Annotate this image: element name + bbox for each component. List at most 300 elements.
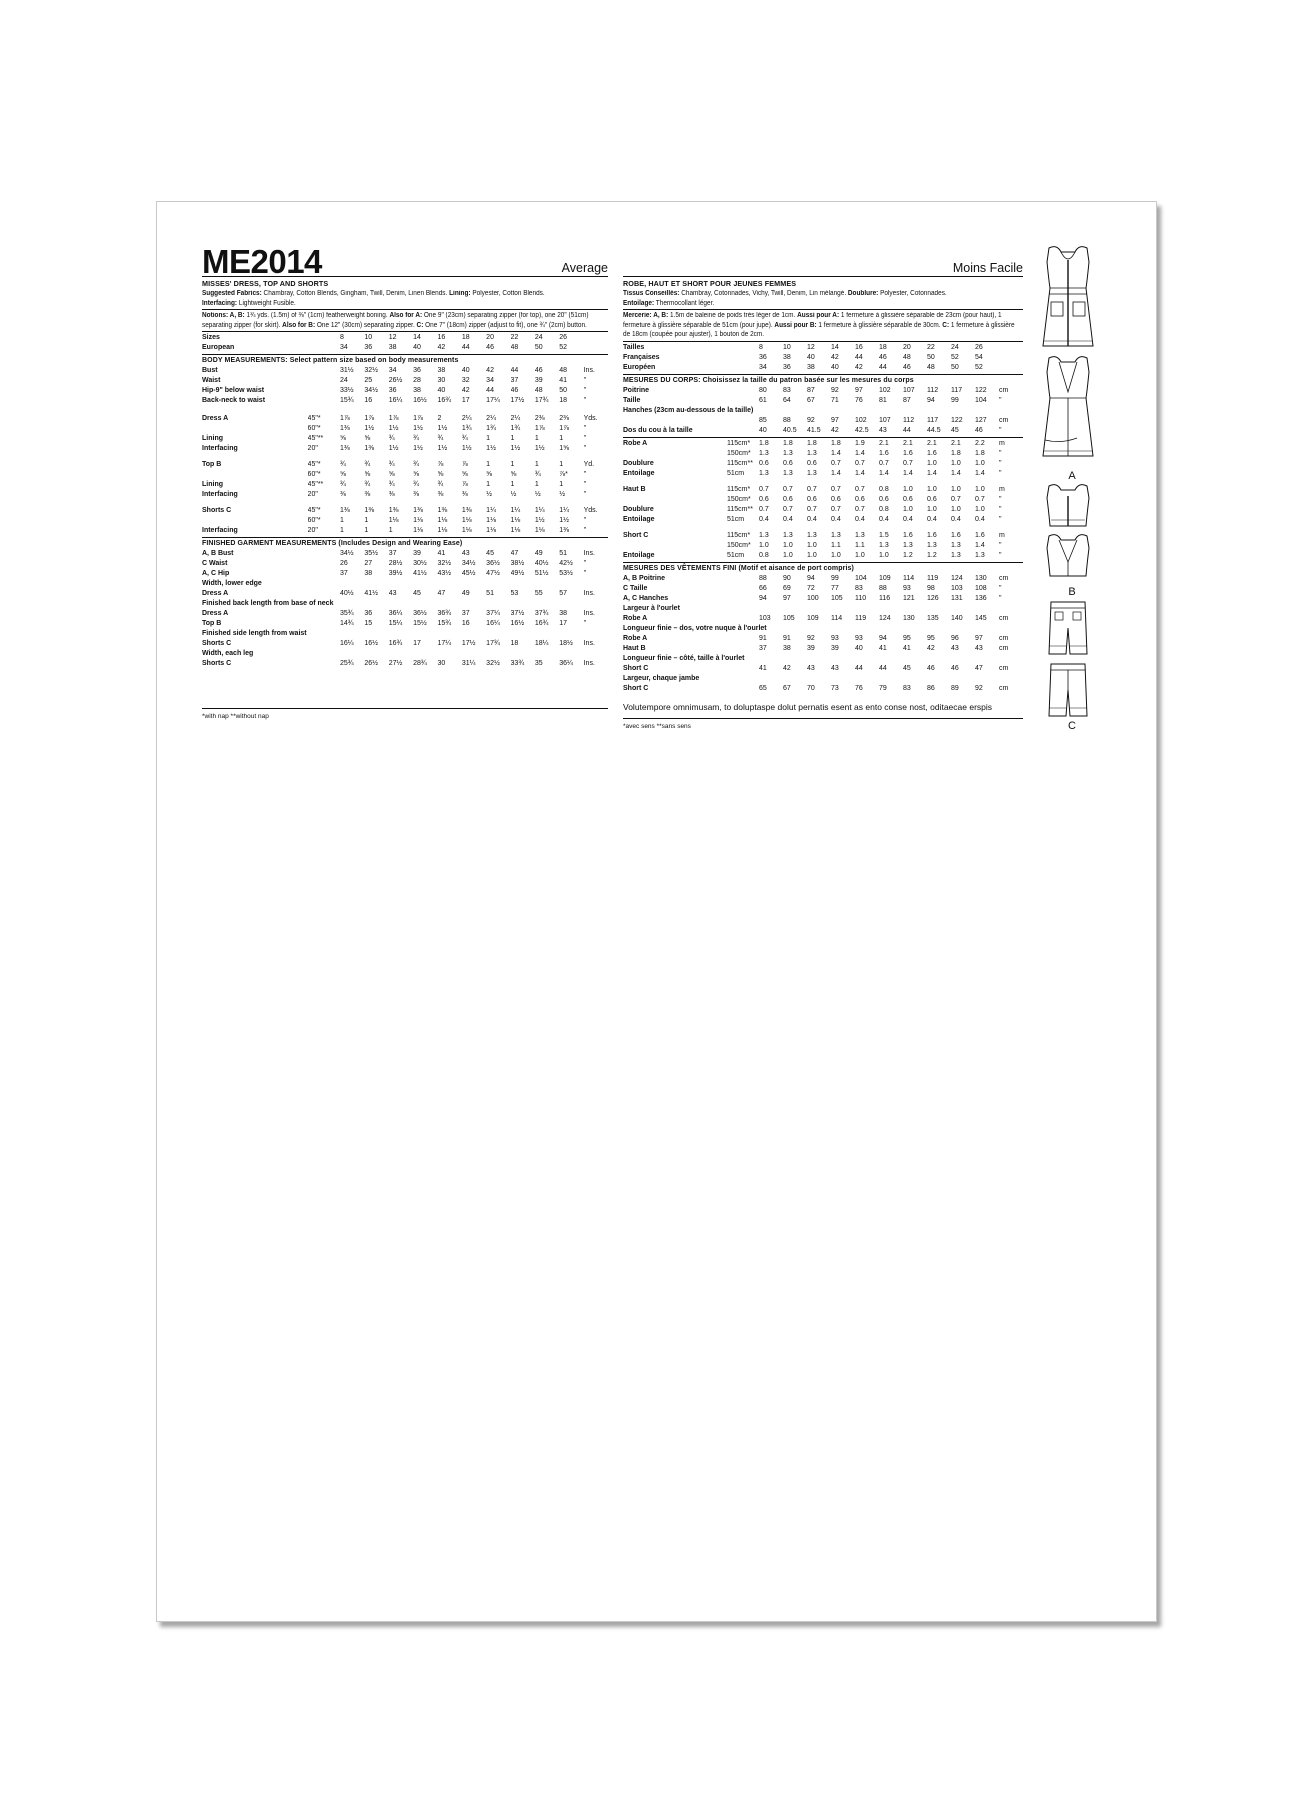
table-cell: 99 <box>951 396 959 404</box>
table-cell <box>727 343 759 353</box>
row-label: Back-neck to waist <box>202 397 266 404</box>
table-cell: 36¾ <box>437 610 452 617</box>
table-cell: 1.0 <box>783 541 793 549</box>
table-cell <box>308 396 340 406</box>
table-cell: 0.4 <box>879 515 889 523</box>
table-cell: ⅝ <box>340 471 346 478</box>
table-cell: 33¾ <box>510 660 525 667</box>
table-cell: 95 <box>927 634 935 642</box>
table-cell: 0.7 <box>783 485 793 493</box>
table-cell <box>727 584 759 594</box>
table-cell: 39 <box>534 377 543 384</box>
table-cell: 36½ <box>486 560 500 567</box>
table-cell: 53½ <box>559 570 573 577</box>
table-cell: 107 <box>879 416 891 424</box>
table-cell: 45"** <box>307 481 324 488</box>
table-row <box>623 674 1023 684</box>
table-cell: 51 <box>486 590 494 597</box>
table-cell: 1.3 <box>807 531 817 539</box>
table-cell: 38 <box>783 353 791 361</box>
table-cell: 83 <box>903 684 911 692</box>
table-cell: 0.4 <box>855 515 865 523</box>
table-cell: " <box>583 491 587 498</box>
table-cell: 1.6 <box>927 449 937 457</box>
table-cell: 1.0 <box>903 505 913 513</box>
table-cell: Yds. <box>583 507 598 514</box>
table-cell: 0.8 <box>879 485 889 493</box>
body-measurements-table <box>202 366 608 406</box>
table-cell: 1⅛ <box>413 527 423 534</box>
table-cell <box>727 644 759 654</box>
table-row <box>623 416 1023 426</box>
table-cell <box>727 574 759 584</box>
table-cell: " <box>583 377 587 384</box>
table-cell: 1⅜ <box>437 507 448 514</box>
row-label: Interfacing <box>202 445 238 452</box>
table-cell: 1.0 <box>927 485 937 493</box>
table-cell: 0.6 <box>879 495 889 503</box>
table-cell: 1.0 <box>975 505 985 513</box>
table-cell: Ins. <box>583 367 595 374</box>
table-cell: 48 <box>927 363 935 371</box>
table-cell: 52 <box>559 344 568 351</box>
table-cell: ⅝ <box>437 471 444 478</box>
table-cell: ¾ <box>437 435 444 442</box>
table-cell: 1⅜ <box>413 507 423 514</box>
table-cell: 1.8 <box>951 449 961 457</box>
table-cell: ¾ <box>388 435 395 442</box>
table-cell: 40 <box>855 644 863 652</box>
table-cell: 1.6 <box>975 531 985 539</box>
table-cell: 18 <box>879 343 887 351</box>
table-cell: 1.0 <box>783 551 793 559</box>
table-cell: 124 <box>879 614 891 622</box>
table-cell: 64 <box>783 396 791 404</box>
table-cell: 24 <box>534 334 543 341</box>
table-cell: 35¾ <box>340 610 354 617</box>
table-cell: 2⅜ <box>534 415 545 422</box>
table-cell: 109 <box>807 614 819 622</box>
table-cell <box>308 376 340 386</box>
table-cell <box>584 343 608 353</box>
table-cell: 1.0 <box>831 551 841 559</box>
suggested-fabrics: Suggested Fabrics: Chambray, Cotton Blends, Gingham, Twill, Denim, Linen Blends. Lining: Polyester, Cotton Blends. Interfacing: Lightweight Fusible. <box>202 290 545 307</box>
table-cell: 46 <box>510 387 519 394</box>
table-cell: 1.3 <box>783 469 793 477</box>
row-label: A, C Hanches <box>623 594 669 602</box>
table-cell: 81 <box>879 396 887 404</box>
table-cell: 45 <box>951 426 959 434</box>
table-cell: 1.8 <box>783 439 793 447</box>
table-cell: 16 <box>461 620 470 627</box>
table-cell: 46 <box>903 363 911 371</box>
table-cell: 1½ <box>364 425 375 432</box>
table-cell <box>727 684 759 694</box>
dress-a-front-illustration <box>1037 242 1099 352</box>
table-row <box>623 614 1023 624</box>
table-cell: 0.4 <box>951 515 961 523</box>
table-row <box>202 609 608 619</box>
table-cell: 1.3 <box>831 531 841 539</box>
table-cell: ⅜ <box>437 491 444 498</box>
table-cell: 0.6 <box>903 495 913 503</box>
table-cell: 26½ <box>364 660 378 667</box>
table-cell: 14¾ <box>340 620 354 627</box>
pattern-sheet <box>156 201 1157 1622</box>
table-cell: 57 <box>559 590 568 597</box>
table-cell: 1¼ <box>559 507 569 514</box>
row-label: Dress A <box>202 610 229 617</box>
table-cell: 94 <box>807 574 815 582</box>
table-cell <box>727 594 759 604</box>
table-cell: 37 <box>510 377 519 384</box>
table-cell: 15¾ <box>437 620 452 627</box>
table-cell: ⅝ <box>486 471 493 478</box>
table-cell: m <box>999 531 1005 539</box>
table-cell: 37 <box>340 570 348 577</box>
row-label: Interfacing <box>202 527 238 534</box>
table-cell: 1¼ <box>510 507 521 514</box>
table-cell: 119 <box>927 574 939 582</box>
footnote: *with nap **without nap <box>202 713 269 720</box>
table-cell: 12 <box>807 343 815 351</box>
table-cell: 51cm <box>727 515 745 523</box>
table-cell <box>727 614 759 624</box>
table-cell: 43 <box>807 664 815 672</box>
table-cell: 126 <box>927 594 939 602</box>
table-row <box>623 551 1023 561</box>
table-cell: 1.3 <box>783 449 793 457</box>
table-cell: 44.5 <box>927 426 941 434</box>
table-cell: Ins. <box>583 550 595 557</box>
table-cell: 36 <box>364 344 373 351</box>
table-cell: 17¼ <box>437 640 452 647</box>
row-label: C Waist <box>202 560 228 567</box>
table-cell: 42 <box>783 664 791 672</box>
table-cell: 0.7 <box>855 485 865 493</box>
table-cell: 1⅛ <box>534 527 545 534</box>
table-cell: 38½ <box>510 560 525 567</box>
table-cell: m <box>999 439 1005 447</box>
table-cell: 1⅜ <box>388 507 399 514</box>
table-cell: 0.8 <box>759 551 769 559</box>
table-cell: 0.7 <box>903 459 913 467</box>
table-cell: 18 <box>510 640 519 647</box>
table-cell <box>308 549 340 559</box>
table-cell: 44 <box>486 387 494 394</box>
table-cell: 1⅛ <box>413 517 423 524</box>
table-cell <box>308 333 340 343</box>
table-cell: 25¾ <box>340 660 354 667</box>
table-cell: 37½ <box>510 610 525 617</box>
row-label: Européen <box>623 363 656 371</box>
table-cell: 37 <box>759 644 767 652</box>
table-cell: 1.5 <box>879 531 889 539</box>
table-cell <box>727 396 759 406</box>
table-cell: " <box>583 560 587 567</box>
table-cell: 43 <box>951 644 959 652</box>
table-cell: 1⅛ <box>461 517 472 524</box>
table-cell: 36½ <box>413 610 427 617</box>
table-cell: 26 <box>559 334 568 341</box>
table-cell: " <box>999 396 1002 404</box>
table-cell: 61 <box>759 396 767 404</box>
table-cell: ⅜ <box>388 491 395 498</box>
table-cell: 1.0 <box>807 551 817 559</box>
table-cell: 8 <box>340 334 344 341</box>
table-cell <box>308 639 340 649</box>
table-cell: 42 <box>437 344 446 351</box>
table-cell: 1.0 <box>975 459 985 467</box>
table-cell: " <box>583 527 587 534</box>
table-cell: 8 <box>759 343 763 351</box>
table-cell: 41½ <box>364 590 378 597</box>
table-cell: 1⅞ <box>534 425 545 432</box>
table-cell: 16¼ <box>388 397 403 404</box>
table-row <box>623 684 1023 694</box>
table-cell: ¾ <box>413 435 419 442</box>
row-label: Short C <box>623 684 649 692</box>
table-row <box>202 629 608 639</box>
table-cell: 1½ <box>413 425 423 432</box>
table-cell: 47 <box>510 550 519 557</box>
table-cell: 42 <box>461 387 470 394</box>
table-cell: 1.6 <box>927 531 937 539</box>
table-cell: 73 <box>831 684 839 692</box>
table-cell: 44 <box>461 344 470 351</box>
table-cell: ¾ <box>340 481 346 488</box>
table-cell: 2.2 <box>975 439 985 447</box>
mesures-finies-header: MESURES DES VÊTEMENTS FINI (Motif et aisance de port compris) <box>623 564 854 572</box>
table-cell: 94 <box>879 634 887 642</box>
table-cell: 36 <box>413 367 421 374</box>
table-cell: cm <box>999 644 1009 652</box>
table-cell: 41 <box>437 550 446 557</box>
table-cell: ½ <box>534 491 541 498</box>
table-cell: 1.9 <box>855 439 865 447</box>
table-cell: 17½ <box>461 640 476 647</box>
table-row <box>202 480 608 490</box>
table-cell: 1 <box>340 517 344 524</box>
table-row <box>202 579 608 589</box>
table-cell: 115cm** <box>727 459 753 467</box>
table-cell: 1.4 <box>903 469 913 477</box>
table-cell: 38 <box>364 570 373 577</box>
table-cell: 0.4 <box>807 515 817 523</box>
table-cell: " <box>583 517 587 524</box>
table-cell: 115cm* <box>727 531 751 539</box>
table-cell: 17½ <box>510 397 525 404</box>
table-cell: 1 <box>559 461 564 468</box>
table-cell: 46 <box>534 367 543 374</box>
table-cell: 15¾ <box>340 397 354 404</box>
row-subheading: Hanches (23cm au-dessous de la taille) <box>623 406 754 414</box>
table-cell: 34 <box>759 363 767 371</box>
table-row <box>202 526 608 536</box>
table-cell: 1.6 <box>903 531 913 539</box>
table-cell: 1½ <box>510 445 521 452</box>
table-cell: 1.6 <box>903 449 913 457</box>
table-cell: 122 <box>975 386 987 394</box>
table-cell: 17¾ <box>534 397 549 404</box>
table-cell: 117 <box>927 416 939 424</box>
table-cell: 1 <box>486 461 491 468</box>
row-label <box>202 424 308 434</box>
finished-measurements-header: FINISHED GARMENT MEASUREMENTS (Includes Design and Wearing Ease) <box>202 540 463 547</box>
table-cell: 12 <box>388 334 397 341</box>
english-column <box>202 242 608 720</box>
table-cell: ⅝ <box>413 471 419 478</box>
table-cell: 1.3 <box>759 469 769 477</box>
table-cell: 2¼ <box>461 415 472 422</box>
table-cell: 83 <box>783 386 791 394</box>
table-cell: 0.7 <box>759 485 769 493</box>
table-cell: ⅜ <box>364 491 371 498</box>
table-cell: 124 <box>951 574 963 582</box>
difficulty-level-fr: Moins Facile <box>952 261 1023 275</box>
table-cell: 0.4 <box>759 515 769 523</box>
table-cell: 35½ <box>364 550 378 557</box>
table-cell: 45 <box>413 590 421 597</box>
table-row <box>623 396 1023 406</box>
table-row <box>202 366 608 376</box>
view-illustrations <box>1037 242 1107 732</box>
table-cell: ¾ <box>388 461 395 468</box>
table-row <box>623 594 1023 604</box>
english-header <box>202 242 608 280</box>
table-cell: 26½ <box>388 377 403 384</box>
table-row <box>623 584 1023 594</box>
table-cell: 99 <box>831 574 839 582</box>
table-cell: 76 <box>855 396 863 404</box>
table-cell: 22 <box>927 343 935 351</box>
table-cell: 1.3 <box>951 541 961 549</box>
table-cell: 51½ <box>534 570 549 577</box>
table-row <box>623 624 1023 634</box>
table-cell: Ins. <box>583 590 595 597</box>
table-row <box>623 495 1023 505</box>
table-cell: 60"* <box>307 517 321 524</box>
table-cell: 1 <box>534 481 539 488</box>
row-label: A, C Hip <box>202 570 230 577</box>
table-cell: 17¾ <box>486 640 500 647</box>
table-cell: 18½ <box>559 640 573 647</box>
table-cell: 16 <box>364 397 373 404</box>
table-cell: 39 <box>807 644 815 652</box>
row-label: Tailles <box>623 343 645 351</box>
table-cell: 0.6 <box>783 459 793 467</box>
mercerie: Mercerie: A, B: 1.5m de baleine de poids très léger de 1cm. Aussi pour A: 1 fermeture à glissière séparable de 23cm (pour haut), 1 fermeture à glissière séparable de 51cm (pour jupe). Aussi pour B: 1 fermeture à glissière séparable de 30cm. C: 1 fermeture à glissière de 18cm (coupée pour ajuster), 1 bouton de 2cm. <box>623 312 1015 338</box>
table-row <box>623 485 1023 495</box>
row-label: Entoilage <box>623 469 655 477</box>
table-cell: 41.5 <box>807 426 821 434</box>
table-cell: ½ <box>486 491 493 498</box>
table-cell <box>999 343 1023 353</box>
table-cell: " <box>999 515 1002 523</box>
table-cell: 1 <box>510 481 515 488</box>
table-cell: 0.4 <box>903 515 913 523</box>
table-cell: 1.3 <box>975 551 985 559</box>
table-row <box>202 490 608 500</box>
row-label: Françaises <box>623 353 660 361</box>
table-cell: 80 <box>759 386 767 394</box>
table-cell: 1.3 <box>783 531 793 539</box>
table-cell: " <box>583 387 587 394</box>
table-cell: 46 <box>951 664 959 672</box>
row-label <box>202 470 308 480</box>
table-cell: 88 <box>759 574 767 582</box>
table-cell: Ins. <box>583 660 595 667</box>
table-cell: 0.7 <box>831 459 841 467</box>
table-cell: 34½ <box>340 550 354 557</box>
table-cell: 119 <box>855 614 867 622</box>
table-cell: 150cm* <box>727 449 751 457</box>
table-row <box>623 386 1023 396</box>
table-cell: 0.7 <box>783 505 793 513</box>
table-cell: ¾ <box>413 481 419 488</box>
table-cell: 1⅛ <box>437 527 448 534</box>
table-cell: 38 <box>783 644 791 652</box>
table-cell <box>308 386 340 396</box>
table-cell: 1½ <box>388 445 399 452</box>
row-label: Shorts C <box>202 507 232 514</box>
table-cell: 98 <box>927 584 935 592</box>
table-cell: 1.4 <box>855 449 865 457</box>
table-cell: 2⅜ <box>559 415 569 422</box>
shorts-c-front-illustration <box>1037 598 1099 660</box>
row-label: A, B Bust <box>202 550 234 557</box>
table-cell: 88 <box>783 416 791 424</box>
table-cell: 1½ <box>437 445 448 452</box>
table-cell: ¾ <box>534 471 541 478</box>
row-subheading: Longueur finie – dos, votre nuque à l'ourlet <box>623 624 767 632</box>
table-row <box>623 604 1023 614</box>
row-label: Interfacing <box>202 491 238 498</box>
table-cell: 39 <box>831 644 839 652</box>
table-cell: 1⅜ <box>364 507 375 514</box>
view-label-b: B <box>1068 586 1076 598</box>
table-cell: Ins. <box>583 640 595 647</box>
table-cell: 28¾ <box>413 660 427 667</box>
table-cell: 46 <box>927 664 935 672</box>
table-cell: 37 <box>461 610 470 617</box>
table-cell: 49 <box>461 590 470 597</box>
table-cell: " <box>583 481 587 488</box>
table-row <box>623 531 1023 541</box>
table-cell: 115cm** <box>727 505 753 513</box>
table-cell: 42½ <box>559 560 573 567</box>
table-cell: 17 <box>559 620 568 627</box>
table-cell: 1.3 <box>807 449 817 457</box>
table-cell: 92 <box>831 386 839 394</box>
table-cell: 72 <box>807 584 815 592</box>
table-cell: cm <box>999 664 1009 672</box>
table-cell: 83 <box>855 584 863 592</box>
table-row <box>202 396 608 406</box>
table-row <box>202 414 608 424</box>
table-cell: 1.4 <box>879 469 889 477</box>
table-cell: 20" <box>307 491 318 498</box>
table-cell: " <box>999 584 1002 592</box>
table-cell: 1⅛ <box>510 517 521 524</box>
table-cell: 95 <box>903 634 911 642</box>
table-cell: 67 <box>807 396 815 404</box>
table-cell: ⅞ <box>437 461 444 468</box>
table-cell: 30½ <box>413 560 427 567</box>
table-cell: 43 <box>879 426 887 434</box>
table-cell: 40 <box>413 344 421 351</box>
table-cell: 1.2 <box>927 551 937 559</box>
